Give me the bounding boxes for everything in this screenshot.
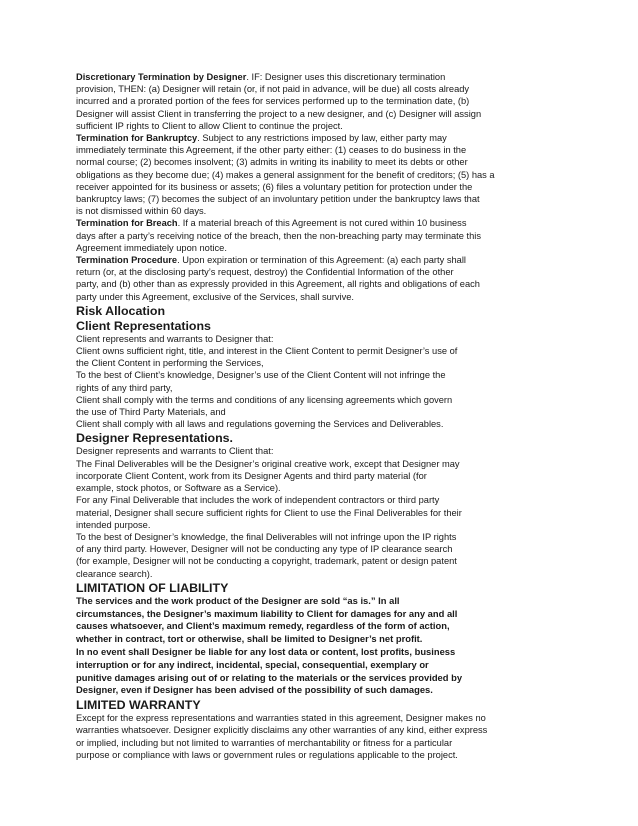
bankruptcy-termination-paragraph xyxy=(76,132,546,217)
limited-warranty-body xyxy=(76,712,546,761)
list-item: Client shall comply with the terms and conditions of any licensing agreements which govern xyxy=(76,394,453,405)
discretionary-termination-label: Discretionary Termination by Designer xyxy=(76,72,247,82)
list-item: Designer represents and warrants to Client that: xyxy=(76,446,274,457)
paragraph-line: punitive damages arising out of or relating to the materials or the services provided by xyxy=(76,671,463,683)
paragraph-line: In no event shall Designer be liable for any lost data or content, lost profits, business xyxy=(76,645,456,657)
paragraph-text: . Upon expiration or termination of this Agreement: (a) each party shall xyxy=(177,255,466,266)
list-item: example, stock photos, or Software as a Service). xyxy=(76,483,281,494)
termination-procedure-paragraph xyxy=(76,254,546,303)
bankruptcy-termination-label: Termination for Bankruptcy xyxy=(76,133,198,144)
list-item: of any third party. However, Designer will not be conducting any type of IP clearance search xyxy=(76,544,453,555)
limitation-of-liability-heading: LIMITATION OF LIABILITY xyxy=(76,580,229,595)
paragraph-line: or implied, including but not limited to warranties of merchantability or fitness for a particular xyxy=(76,737,453,748)
list-item: To the best of Client’s knowledge, Designer’s use of the Client Content will not infringe the xyxy=(76,370,446,381)
paragraph-line: receiver appointed for its business or assets; (6) files a voluntary petition for protection under the xyxy=(76,181,473,192)
document-page xyxy=(76,71,546,761)
paragraph-text: . If a material breach of this Agreement is not cured within 10 business xyxy=(177,218,467,229)
risk-allocation-heading: Risk Allocation xyxy=(76,303,166,318)
paragraph-line: bankruptcy laws; (7) becomes the subject of an involuntary petition under the bankruptcy laws that xyxy=(76,194,480,205)
paragraph-line: sufficient IP rights to Client to allow Client to continue the project. xyxy=(76,120,343,131)
list-item: material, Designer shall secure sufficient rights for Client to use the Final Deliverables for their xyxy=(76,507,462,518)
list-item: Client shall comply with all laws and regulations governing the Services and Deliverables. xyxy=(76,419,444,430)
paragraph-line: Designer will assist Client in transferring the project to a new designer, and (c) Designer will assign xyxy=(76,108,482,119)
list-item: rights of any third party, xyxy=(76,382,173,393)
designer-representations-body xyxy=(76,445,546,579)
list-item: (for example, Designer will not be conducting a copyright, trademark, patent or design patent xyxy=(76,556,457,567)
limitation-of-liability-body xyxy=(76,595,546,697)
client-representations-body xyxy=(76,333,546,431)
list-item: To the best of Designer’s knowledge, the final Deliverables will not infringe upon the IP rights xyxy=(76,531,457,542)
paragraph-line: immediately terminate this Agreement, if the other party either: (1) ceases to do business in the xyxy=(76,145,467,156)
paragraph-line: party under this Agreement, exclusive of the Services, shall survive. xyxy=(76,291,355,302)
designer-representations-heading: Designer Representations. xyxy=(76,431,233,446)
list-item: The Final Deliverables will be the Designer’s original creative work, except that Designer may xyxy=(76,458,460,469)
paragraph-line: The services and the work product of the Designer are sold “as is.” In all xyxy=(76,594,400,606)
list-item: the Client Content in performing the Services, xyxy=(76,358,264,369)
paragraph-line: party, and (b) other than as expressly provided in this Agreement, all rights and obligations of each xyxy=(76,279,480,290)
list-item: Client owns sufficient right, title, and interest in the Client Content to permit Designer’s use of xyxy=(76,346,458,357)
paragraph-line: provision, THEN: (a) Designer will retain (or, if not paid in advance, will be due) all costs already xyxy=(76,84,470,95)
breach-termination-paragraph xyxy=(76,217,546,254)
paragraph-line: interruption or for any indirect, incidental, special, consequential, exemplary or xyxy=(76,658,429,670)
list-item: intended purpose. xyxy=(76,519,151,530)
paragraph-line: causes whatsoever, and Client’s maximum remedy, regardless of the form of action, xyxy=(76,620,450,632)
paragraph-line: obligations as they become due; (4) makes a general assignment for the benefit of creditors; (5) has a xyxy=(76,169,495,180)
paragraph-line: is not dismissed within 60 days. xyxy=(76,206,207,217)
breach-termination-label: Termination for Breach xyxy=(76,218,178,229)
discretionary-termination-paragraph xyxy=(76,71,546,132)
paragraph-line: Designer, even if Designer has been advised of the possibility of such damages. xyxy=(76,684,433,696)
list-item: For any Final Deliverable that includes the work of independent contractors or third party xyxy=(76,495,440,506)
limited-warranty-heading: LIMITED WARRANTY xyxy=(76,698,201,713)
paragraph-text: . IF: Designer uses this discretionary termination xyxy=(246,72,446,82)
paragraph-line: return (or, at the disclosing party’s request, destroy) the Confidential Information of the other xyxy=(76,267,454,278)
paragraph-text: . Subject to any restrictions imposed by law, either party may xyxy=(197,133,447,144)
list-item: clearance search). xyxy=(76,568,153,579)
list-item: incorporate Client Content, work from its Designer Agents and third party material (for xyxy=(76,470,427,481)
paragraph-line: Except for the express representations and warranties stated in this agreement, Designer makes no xyxy=(76,713,486,724)
client-representations-heading: Client Representations xyxy=(76,318,211,333)
paragraph-line: circumstances, the Designer’s maximum liability to Client for damages for any and all xyxy=(76,607,458,619)
paragraph-line: warranties whatsoever. Designer explicitly disclaims any other warranties of any kind, either express xyxy=(76,725,488,736)
termination-procedure-label: Termination Procedure xyxy=(76,255,178,266)
paragraph-line: normal course; (2) becomes insolvent; (3) admits in writing its inability to meet its debts or other xyxy=(76,157,468,168)
paragraph-line: purpose or compliance with laws or government rules or regulations applicable to the project. xyxy=(76,749,458,760)
paragraph-line: whether in contract, tort or otherwise, shall be limited to Designer’s net profit. xyxy=(76,633,423,645)
paragraph-line: incurred and a prorated portion of the fees for services performed up to the termination date, (b) xyxy=(76,96,470,107)
paragraph-line: days after a party’s receiving notice of the breach, then the non-breaching party may terminate this xyxy=(76,230,481,241)
list-item: the use of Third Party Materials, and xyxy=(76,407,226,418)
paragraph-line: Agreement immediately upon notice. xyxy=(76,242,227,253)
list-item: Client represents and warrants to Designer that: xyxy=(76,333,274,344)
